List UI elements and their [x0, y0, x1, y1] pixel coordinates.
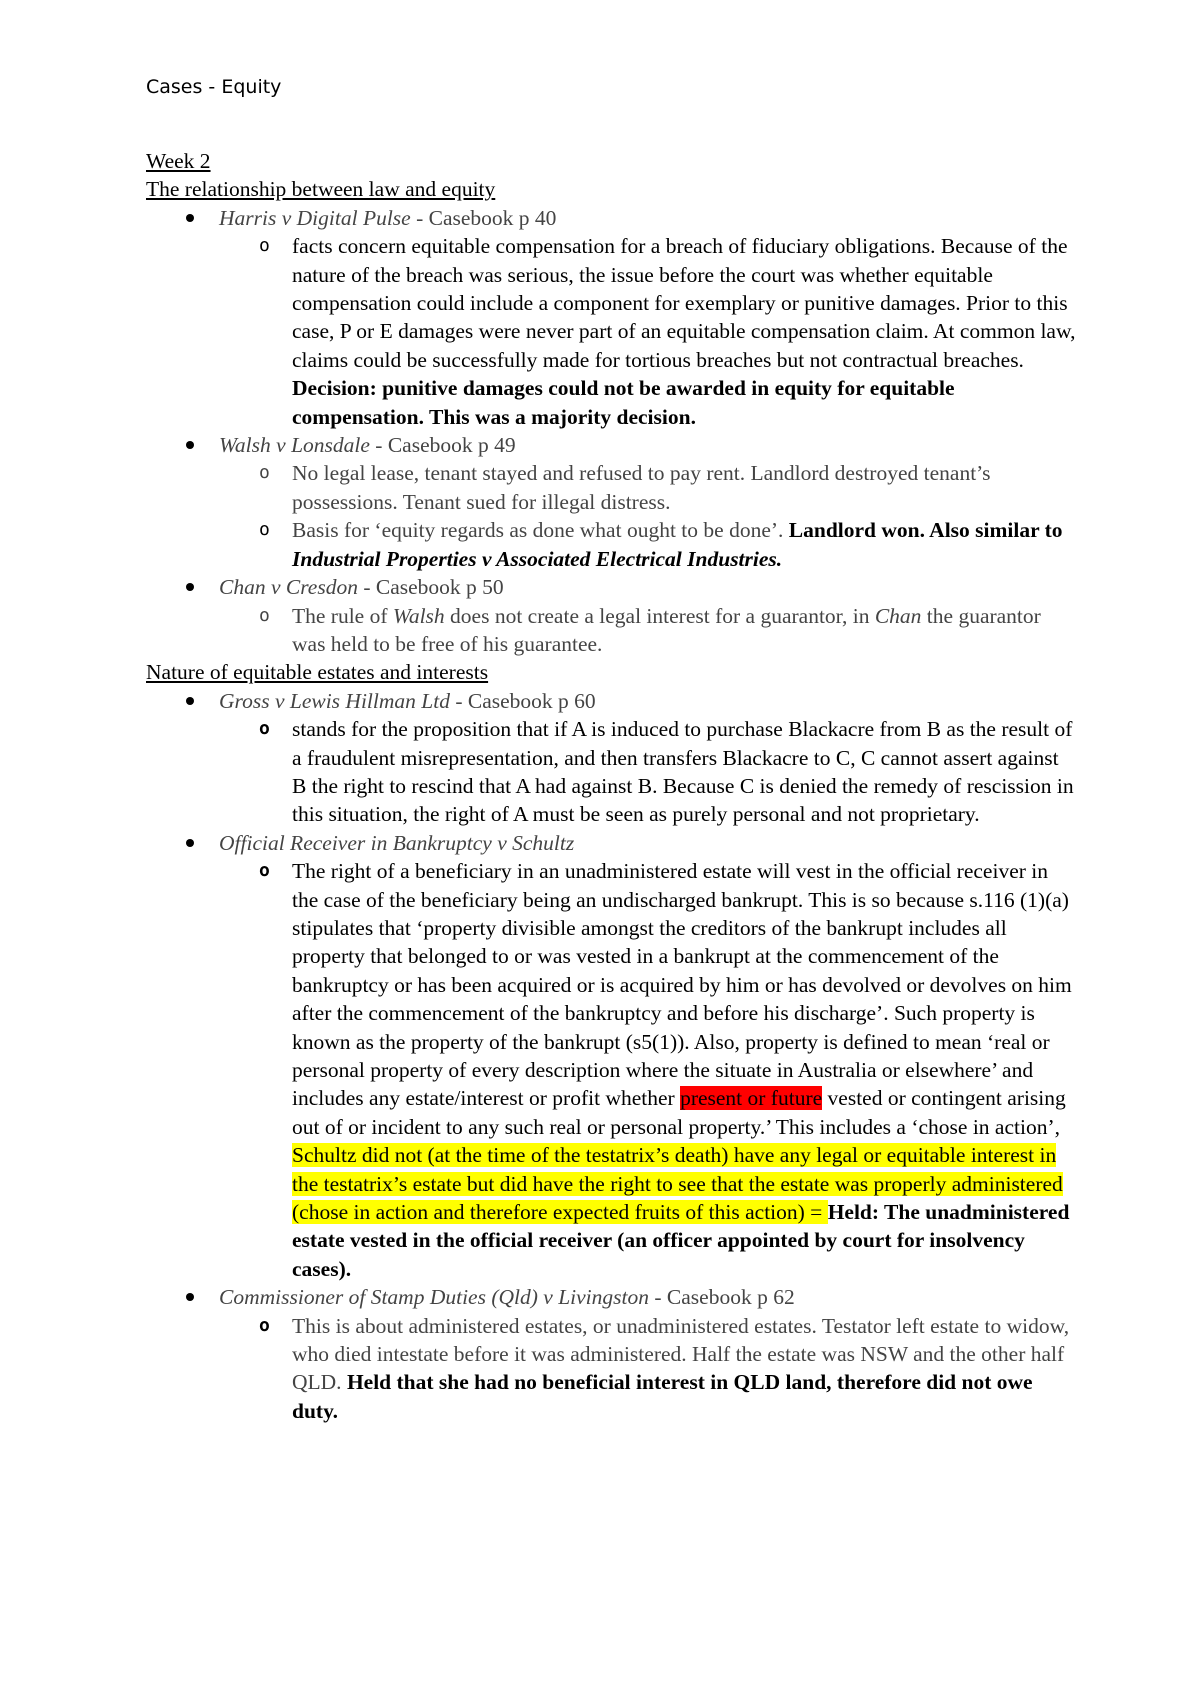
point-text: This is about administered estates, or unadministered estates. Testator left estate to widow, who died intestate before it was administered. Half the estate was NSW and the other half QLD. — [292, 1313, 1070, 1395]
sub-bullet-icon: o — [259, 604, 270, 626]
sub-bullet-icon: o — [259, 860, 270, 882]
sub-bullet-icon: o — [259, 462, 270, 484]
point-case-ref: Chan — [874, 603, 922, 628]
point-text: vested or contingent arising out of or incident to any such real or personal property.’ This includes a ‘chose in action’, — [292, 1086, 1066, 1139]
point-case-ref: Walsh — [392, 603, 445, 628]
case-point — [146, 459, 1076, 516]
point-text: does not create a legal interest for a guarantor, in — [444, 603, 875, 628]
sub-bullet-icon: o — [259, 235, 270, 257]
case-gross — [146, 687, 1076, 715]
case-ref: - Casebook p 62 — [649, 1285, 795, 1310]
case-name: Chan v Cresdon — [219, 575, 358, 600]
sub-bullet-icon: o — [259, 718, 270, 740]
case-chan — [146, 573, 1076, 601]
case-ref: - Casebook p 50 — [357, 575, 504, 600]
case-schultz — [146, 829, 1076, 857]
case-livingston — [146, 1283, 1076, 1311]
case-name: Gross v Lewis Hillman Ltd — [219, 688, 450, 713]
point-related-case: Industrial Properties v Associated Electrical Industries. — [292, 546, 783, 571]
case-list-law-equity — [146, 204, 1076, 659]
case-ref: - Casebook p 60 — [449, 688, 596, 713]
point-text: Basis for ‘equity regards as done what ought to be done’. — [292, 518, 789, 543]
case-ref: - Casebook p 40 — [410, 205, 557, 230]
point-decision: Held: The unadministered estate vested in the official receiver (an officer appointed by court for insolvency cases). — [292, 1200, 1070, 1281]
document-title: Cases - Equity — [146, 76, 282, 98]
case-harris — [146, 204, 1076, 232]
case-name: Walsh v Lonsdale — [219, 433, 370, 458]
point-text: facts concern equitable compensation for a breach of fiduciary obligations. Because of the nature of the breach was serious, the issue before the court was whether equitable compensation could include a component for exemplary or punitive damages. Prior to this case, P or E damages were never part of an equitable compensation claim. At common law, claims could be successfully made for tortious breaches but not contractual breaches. — [292, 234, 1076, 372]
case-name: Harris v Digital Pulse — [219, 205, 411, 230]
case-point — [146, 602, 1076, 659]
point-decision: Decision: punitive damages could not be awarded in equity for equitable compensation. This was a majority decision. — [292, 376, 955, 429]
point-text: stands for the proposition that if A is induced to purchase Blackacre from B as the result of a fraudulent misrepresentation, and then transfers Blackacre to C, C cannot assert against B the right to rescind that A had against B. Because C is denied the remedy of rescission in this situation, the right of A must be seen as purely personal and not proprietary. — [292, 717, 1074, 827]
case-point — [146, 516, 1076, 573]
highlight-yellow: Schultz did not (at the time of the testatrix’s death) have any legal or equitable interest in the testatrix’s estate but did have the right to see that the estate was properly administered (chose in action and therefore expected fruits of this action) = — [292, 1143, 1063, 1225]
point-text: The right of a beneficiary in an unadministered estate will vest in the official receiver in the case of the beneficiary being an undischarged bankrupt. This is so because s.116 (1)(a) stipulates that ‘property divisible amongst the creditors of the bankrupt includes all property that belonged to or was vested in a bankrupt at the commencement of the bankruptcy or has been acquired or is acquired by him or has devolved or devolves on him after the commencement of the bankruptcy and before his discharge’. Such property is known as the property of the bankrupt (s5(1)). Also, property is defined to mean ‘real or personal property of every description where the situate in Australia or elsewhere’ and includes any estate/interest or profit whether — [292, 859, 1072, 1111]
point-decision: Held that she had no beneficial interest in QLD land, therefore did not owe duty. — [292, 1370, 1033, 1423]
case-ref: - Casebook p 49 — [369, 433, 516, 458]
case-point — [146, 1312, 1076, 1426]
week-heading: Week 2 — [146, 149, 211, 173]
section-heading-nature: Nature of equitable estates and interests — [146, 660, 489, 685]
case-walsh — [146, 431, 1076, 459]
case-name: Official Receiver in Bankruptcy v Schultz — [219, 830, 575, 855]
highlight-red: present or future — [680, 1086, 823, 1111]
sub-bullet-icon: o — [259, 1314, 270, 1336]
point-text: The rule of — [292, 603, 393, 628]
section-heading-law-equity: The relationship between law and equity — [146, 177, 496, 202]
point-text: No legal lease, tenant stayed and refused to pay rent. Landlord destroyed tenant’s possessions. Tenant sued for illegal distress. — [292, 461, 991, 514]
case-point — [146, 232, 1076, 431]
case-list-nature — [146, 687, 1076, 1426]
case-name: Commissioner of Stamp Duties (Qld) v Livingston — [219, 1285, 649, 1310]
point-text: the guarantor was held to be free of his guarantee. — [292, 603, 1041, 656]
document-body — [146, 147, 1076, 1425]
point-decision: Landlord won. Also similar to — [788, 518, 1063, 543]
case-point — [146, 857, 1076, 1283]
sub-bullet-icon: o — [259, 519, 270, 541]
case-point — [146, 715, 1076, 829]
